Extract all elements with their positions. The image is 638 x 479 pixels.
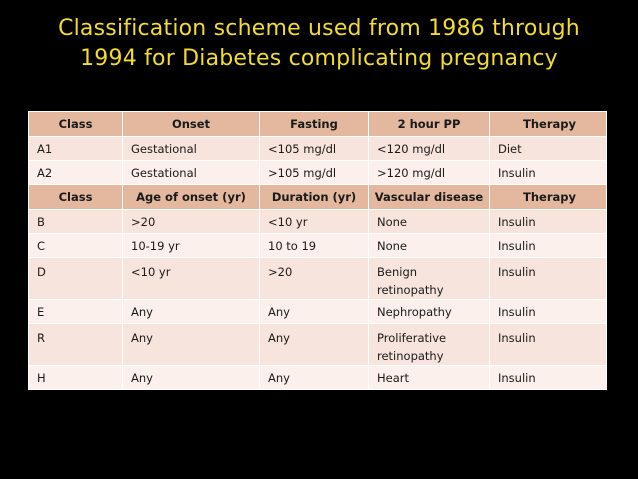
table-cell: Benign retinopathy bbox=[369, 258, 490, 300]
classification-table bbox=[28, 111, 607, 390]
header-cell: Age of onset (yr) bbox=[123, 185, 260, 210]
title-line-1: Classification scheme used from 1986 through bbox=[58, 16, 580, 41]
table-header-row bbox=[29, 185, 607, 210]
table-row bbox=[29, 210, 607, 234]
table-cell: Diet bbox=[490, 137, 607, 161]
table-cell: Any bbox=[260, 366, 369, 390]
table-row bbox=[29, 324, 607, 366]
header-cell: Onset bbox=[123, 112, 260, 137]
table-cell: Insulin bbox=[490, 366, 607, 390]
header-cell: Therapy bbox=[490, 112, 607, 137]
table-cell: Gestational bbox=[123, 161, 260, 185]
header-cell: 2 hour PP bbox=[369, 112, 490, 137]
table-cell: Insulin bbox=[490, 300, 607, 324]
table-row bbox=[29, 258, 607, 300]
table-cell: Any bbox=[260, 324, 369, 366]
table-cell: None bbox=[369, 234, 490, 258]
table-cell: Any bbox=[123, 366, 260, 390]
header-cell: Therapy bbox=[490, 185, 607, 210]
table-cell: Insulin bbox=[490, 258, 607, 300]
table-cell: Insulin bbox=[490, 161, 607, 185]
table-cell: Any bbox=[123, 324, 260, 366]
table-cell: B bbox=[29, 210, 123, 234]
table-row bbox=[29, 137, 607, 161]
table-cell: Insulin bbox=[490, 210, 607, 234]
table-cell: Any bbox=[260, 300, 369, 324]
table-cell: H bbox=[29, 366, 123, 390]
table-cell: Insulin bbox=[490, 234, 607, 258]
table-row bbox=[29, 300, 607, 324]
table-row bbox=[29, 366, 607, 390]
table-cell: Insulin bbox=[490, 324, 607, 366]
header-cell: Class bbox=[29, 185, 123, 210]
table-cell: A2 bbox=[29, 161, 123, 185]
header-cell: Vascular disease bbox=[369, 185, 490, 210]
table-cell: R bbox=[29, 324, 123, 366]
table-cell: Nephropathy bbox=[369, 300, 490, 324]
table-cell: D bbox=[29, 258, 123, 300]
header-cell: Duration (yr) bbox=[260, 185, 369, 210]
table-row bbox=[29, 161, 607, 185]
table-cell: None bbox=[369, 210, 490, 234]
table-cell: <120 mg/dl bbox=[369, 137, 490, 161]
table-cell: <10 yr bbox=[260, 210, 369, 234]
table-cell: >20 bbox=[123, 210, 260, 234]
table-cell: Heart bbox=[369, 366, 490, 390]
table-cell: 10-19 yr bbox=[123, 234, 260, 258]
table-cell: Any bbox=[123, 300, 260, 324]
table-cell: E bbox=[29, 300, 123, 324]
table-cell: Gestational bbox=[123, 137, 260, 161]
header-cell: Class bbox=[29, 112, 123, 137]
table-header-row bbox=[29, 112, 607, 137]
slide-title bbox=[20, 14, 618, 74]
table-cell: 10 to 19 bbox=[260, 234, 369, 258]
table-cell: C bbox=[29, 234, 123, 258]
table-row bbox=[29, 234, 607, 258]
table-cell: >120 mg/dl bbox=[369, 161, 490, 185]
table-cell: >20 bbox=[260, 258, 369, 300]
table-cell: >105 mg/dl bbox=[260, 161, 369, 185]
title-line-2: 1994 for Diabetes complicating pregnancy bbox=[80, 46, 558, 71]
header-cell: Fasting bbox=[260, 112, 369, 137]
table-cell: <105 mg/dl bbox=[260, 137, 369, 161]
table-cell: <10 yr bbox=[123, 258, 260, 300]
table-cell: Proliferative retinopathy bbox=[369, 324, 490, 366]
table-cell: A1 bbox=[29, 137, 123, 161]
